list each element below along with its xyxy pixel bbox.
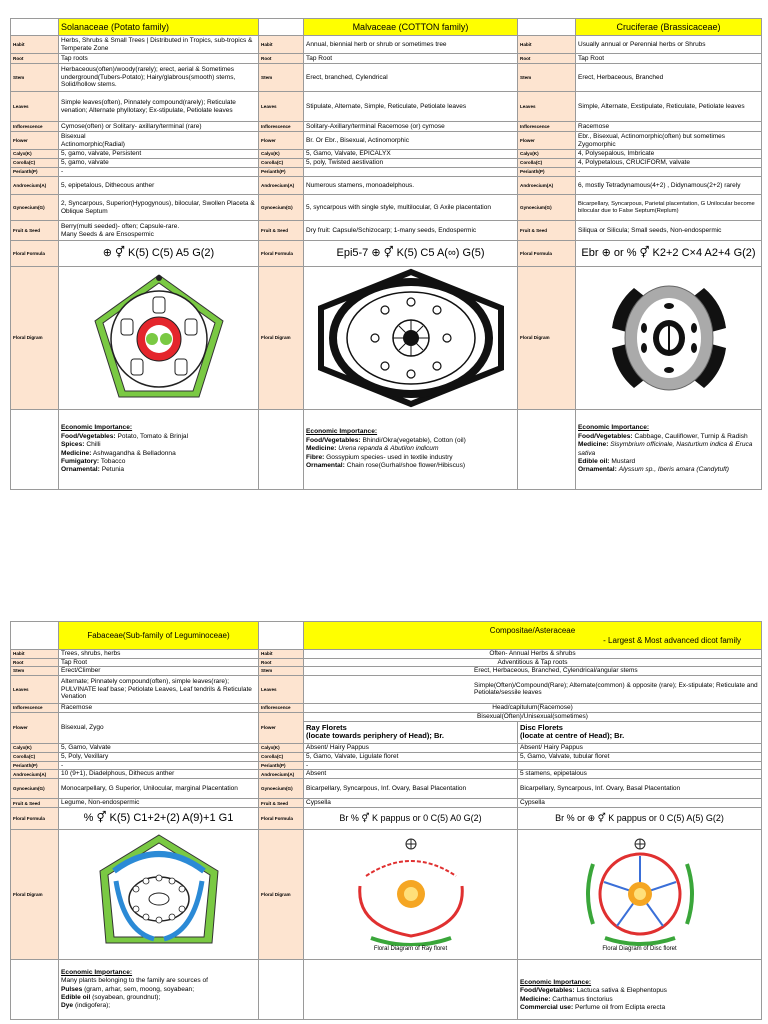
floral-diagram-cruciferae	[576, 267, 762, 410]
cell: Cymose(often) or Solitary- axillary/terminal (rare)	[59, 122, 259, 132]
cell: Cypsella	[304, 799, 518, 808]
row-label: Floral Formula	[259, 808, 304, 830]
cell: 5, Gamo, Valvate, EPICALYX	[304, 150, 518, 159]
row-label: Androecium(A)	[11, 770, 59, 779]
row-label: Habit	[11, 650, 59, 659]
ray-florets-header: Ray Florets (locate towards periphery of Head); Br.	[304, 721, 518, 743]
cell: 5, gamo, valvate, Persistent	[59, 150, 259, 159]
cell: Berry(multi seeded)- often; Capsule-rare. Many Seeds & are Ensospermic	[59, 221, 259, 241]
cell: Absent/ Hairy Pappus	[304, 743, 518, 752]
cell: 5, poly, Twisted aestivation	[304, 159, 518, 168]
row-label: Leaves	[259, 675, 304, 703]
row-label: Fruit & Seed	[259, 799, 304, 808]
row-label: Corolla(C)	[11, 752, 59, 761]
cell: Erect, branched, Cylendrical	[304, 64, 518, 92]
economic-importance-malvaceae: Economic Importance: Food/Vegetables: Bhindi/Okra(vegetable), Cotton (oil) Medicine: Urena repanda & Abutilon indicum Fibre: Gossypium species- used in textile industry Ornamental: Chain rose(Gurhal/shoe flower/Hibiscus)	[304, 410, 518, 490]
row-label: Perianth(P)	[518, 168, 576, 177]
floral-diagram-malvaceae	[304, 267, 518, 410]
cell: 5, Poly, Vexillary	[59, 752, 259, 761]
cell: 6, mostly Tetradynamous(4+2) , Didynamous(2+2) rarely	[576, 177, 762, 195]
diagram-caption: Floral Diagram of Disc floret	[602, 946, 677, 953]
econ-heading: Economic Importance:	[306, 428, 378, 436]
row-label: Stem	[259, 64, 304, 92]
cell: Simple(Often)/Compound(Rare); Alternate(common) & opposite (rare); Ex-stipulate; Reticulate and Petiolate/sessile leaves	[304, 675, 762, 703]
floral-diagram-fabaceae	[59, 830, 259, 960]
row-label: Root	[11, 658, 59, 667]
row-label: Root	[518, 54, 576, 64]
row-label: Corolla(C)	[259, 752, 304, 761]
cell: Tap Root	[304, 54, 518, 64]
floral-formula: Br % ⚥ K pappus or 0 C(5) A0 G(2)	[304, 808, 518, 830]
row-label: Androecium(A)	[11, 177, 59, 195]
cell: Erect, Herbaceous, Branched, Cylendrical/angular stems	[304, 667, 762, 676]
row-label: Gynoecium(G)	[11, 779, 59, 799]
family-title-compositae: Compositae/Asteraceae - Largest & Most advanced dicot family	[304, 622, 762, 650]
cell: Bisexual(Often)/Unisexual(sometimes)	[304, 712, 762, 721]
row-label: Flower	[259, 712, 304, 743]
cell: Trees, shrubs, herbs	[59, 650, 259, 659]
cell: Br. Or Ebr., Bisexual, Actinomorphic	[304, 132, 518, 150]
row-label: Habit	[259, 36, 304, 54]
row-label: Fruit & Seed	[518, 221, 576, 241]
row-label: Perianth(P)	[259, 168, 304, 177]
cell: Head/capitulum(Racemose)	[304, 703, 762, 712]
row-label: Gynoecium(G)	[259, 195, 304, 221]
economic-importance-cruciferae: Economic Importance: Food/Vegetables: Cabbage, Cauliflower, Turnip & Radish Medicine: Sisymbrium officinale, Nasturtium indica & Eruca sativa Edible oil: Mustard Ornamental: Alyssum sp., Iberis amara (Candytuft)	[576, 410, 762, 490]
row-label: Flower	[11, 132, 59, 150]
cell: Annual, biennial herb or shrub or sometimes tree	[304, 36, 518, 54]
row-label: Leaves	[518, 92, 576, 122]
row-label: Root	[11, 54, 59, 64]
cell	[518, 761, 762, 770]
floral-formula: Br % or ⊕ ⚥ K pappus or 0 C(5) A(5) G(2)	[518, 808, 762, 830]
row-label: Leaves	[11, 675, 59, 703]
cell: 5, gamo, valvate	[59, 159, 259, 168]
cell: Siliqua or Silicula; Small seeds, Non-endospermic	[576, 221, 762, 241]
cell: 4, Polypetalous, CRUCIFORM, valvate	[576, 159, 762, 168]
cell: Bicarpellary, Syncarpous, Inf. Ovary, Basal Placentation	[304, 779, 518, 799]
row-label: Gynoecium(G)	[518, 195, 576, 221]
row-label: Floral Digram	[11, 830, 59, 960]
cell: 5, Gamo, Valvate, tubular floret	[518, 752, 762, 761]
econ-heading: Economic Importance:	[61, 968, 133, 976]
row-label: Floral Digram	[11, 267, 59, 410]
floral-formula: ⊕ ⚥ K(5) C(5) A5 G(2)	[59, 241, 259, 267]
row-label: Inflorescence	[518, 122, 576, 132]
cell: Tap roots	[59, 54, 259, 64]
econ-heading: Economic Importance:	[520, 978, 592, 986]
row-label: Calyx(K)	[11, 743, 59, 752]
row-label: Stem	[518, 64, 576, 92]
cell: Bisexual, Zygo	[59, 712, 259, 743]
family-title-fabaceae: Fabaceae(Sub-family of Leguminoceae)	[59, 622, 259, 650]
econ-heading: Economic Importance:	[578, 424, 650, 432]
floral-formula: Ebr ⊕ or % ⚥ K2+2 C×4 A2+4 G(2)	[576, 241, 762, 267]
floral-formula: Epi5-7 ⊕ ⚥ K(5) C5 A(∞) G(5)	[304, 241, 518, 267]
row-label: Calyx(K)	[11, 150, 59, 159]
cell: 5, Gamo, Valvate	[59, 743, 259, 752]
cell: -	[59, 761, 259, 770]
row-label: Root	[259, 658, 304, 667]
row-label: Corolla(C)	[11, 159, 59, 168]
cell: 4, Polysepalous, Imbricate	[576, 150, 762, 159]
family-table-2	[10, 621, 762, 1020]
cell: Erect, Herbaceous, Branched	[576, 64, 762, 92]
cell: -	[576, 168, 762, 177]
row-label: Perianth(P)	[11, 761, 59, 770]
diagram-caption: Floral Diagram of Ray floret	[373, 946, 448, 953]
cell: Adventitious & Tap roots	[304, 658, 762, 667]
cell: Herbaceous(often)/woody(rarely); erect, aerial & Sometimes underground(Tubers-Potato); Hairy/glabrous(smooth) stems, Solid/hollow stems.	[59, 64, 259, 92]
cell: Bicarpellary, Syncarpous, Inf. Ovary, Basal Placentation	[518, 779, 762, 799]
economic-importance-compositae: Economic Importance: Food/Vegetables: Lactuca sativa & Elephentopus Medicine: Carthamus tinctorius Commercial use: Perfume oil from Ecliptа erecta	[518, 960, 762, 1020]
family-title-cruciferae: Cruciferae (Brassicaceae)	[576, 19, 762, 36]
row-label: Floral Digram	[259, 830, 304, 960]
row-label: Floral Formula	[259, 241, 304, 267]
cell: -	[59, 168, 259, 177]
row-label: Habit	[259, 650, 304, 659]
cell: Alternate; Pinnately compound(often), simple leaves(rare); PULVINATE leaf base; Petiolate Leaves, Leaf tendrils & Reticulate Venation	[59, 675, 259, 703]
cell: 5, epipetalous, Dithecous anther	[59, 177, 259, 195]
row-label: Inflorescence	[259, 703, 304, 712]
row-label: Androecium(A)	[259, 770, 304, 779]
cell: Simple, Alternate, Exstipulate, Reticulate, Petiolate leaves	[576, 92, 762, 122]
row-label: Inflorescence	[11, 122, 59, 132]
row-label: Flower	[11, 712, 59, 743]
floral-diagram-ray-floret	[304, 830, 518, 960]
floral-diagram-disc-floret	[518, 830, 762, 960]
row-label: Floral Formula	[11, 808, 59, 830]
cell: Cypsella	[518, 799, 762, 808]
disc-florets-header: Disc Florets (locate at centre of Head); Br.	[518, 721, 762, 743]
row-label: Androecium(A)	[259, 177, 304, 195]
cell: -	[304, 761, 518, 770]
cell: Absent/ Hairy Pappus	[518, 743, 762, 752]
row-label: Flower	[259, 132, 304, 150]
row-label: Stem	[11, 667, 59, 676]
cell: 10 (9+1), Diadelphous, Dithecus anther	[59, 770, 259, 779]
row-label: Leaves	[259, 92, 304, 122]
cell: Monocarpellary, G Superior, Unilocular, marginal Placentation	[59, 779, 259, 799]
cell: Often- Annual Herbs & shrubs	[304, 650, 762, 659]
cell: 2, Syncarpous, Superior(Hypogynous), bilocular, Swollen Placeta & Oblique Septum	[59, 195, 259, 221]
row-label: Corolla(C)	[518, 159, 576, 168]
row-label: Floral Digram	[518, 267, 576, 410]
row-label: Inflorescence	[11, 703, 59, 712]
row-label: Floral Formula	[518, 241, 576, 267]
row-label: Calyx(K)	[259, 743, 304, 752]
cell: Legume, Non-endospermic	[59, 799, 259, 808]
row-label: Root	[259, 54, 304, 64]
economic-importance-fabaceae: Economic Importance: Many plants belonging to the family are sources of Pulses (gram, arhar, sem, moong, soyabean; Edible oil (soyabean, groundnut); Dye (indigofera);	[59, 960, 259, 1020]
row-label: Androecium(A)	[518, 177, 576, 195]
cell: Dry fruit: Capsule/Schizocarp; 1-many seeds, Endospermic	[304, 221, 518, 241]
floral-diagram-solanaceae	[59, 267, 259, 410]
floral-formula: % ⚥ K(5) C1+2+(2) A(9)+1 G1	[59, 808, 259, 830]
cell: 5, syncarpous with single style, multilocular, G Axile placentation	[304, 195, 518, 221]
cell: Racemose	[59, 703, 259, 712]
row-label: Calyx(K)	[259, 150, 304, 159]
cell: Racemose	[576, 122, 762, 132]
row-label: Habit	[518, 36, 576, 54]
cell	[304, 168, 518, 177]
row-label: Corolla(C)	[259, 159, 304, 168]
row-label: Perianth(P)	[259, 761, 304, 770]
cell: Herbs, Shrubs & Small Trees | Distributed in Tropics, sub-tropics & Temperate Zone	[59, 36, 259, 54]
row-label: Fruit & Seed	[259, 221, 304, 241]
row-label: Leaves	[11, 92, 59, 122]
family-table-1	[10, 18, 762, 490]
family-title-malvaceae: Malvaceae (COTTON family)	[304, 19, 518, 36]
cell: Stipulate, Alternate, Simple, Reticulate, Petiolate leaves	[304, 92, 518, 122]
family-title-solanaceae: Solanaceae (Potato family)	[59, 19, 259, 36]
row-label: Gynoecium(G)	[11, 195, 59, 221]
economic-importance-solanaceae: Economic Importance: Food/Vegetables: Potato, Tomato & Brinjal Spices: Chilli Medicine: Ashwagandha & Belladonna Fumigatory: Tobacco Ornamental: Petunia	[59, 410, 259, 490]
row-label: Calyx(K)	[518, 150, 576, 159]
row-label: Floral Digram	[259, 267, 304, 410]
row-label: Floral Formula	[11, 241, 59, 267]
row-label: Flower	[518, 132, 576, 150]
cell: Ebr., Bisexual, Actinomorphic(often) but sometimes Zygomorphic	[576, 132, 762, 150]
econ-heading: Economic Importance:	[61, 424, 133, 432]
cell: Bicarpellary, Syncarpous, Parietal placentation, G Unilocular become bilocular due to False Septum(Replum)	[576, 195, 762, 221]
cell: Bisexual Actinomorphic(Radial)	[59, 132, 259, 150]
cell: Erect/Climber	[59, 667, 259, 676]
row-label: Fruit & Seed	[11, 221, 59, 241]
row-label: Stem	[259, 667, 304, 676]
row-label: Fruit & Seed	[11, 799, 59, 808]
row-label: Gynoecium(G)	[259, 779, 304, 799]
row-label: Stem	[11, 64, 59, 92]
cell: 5, Gamo, Valvate, Ligulate floret	[304, 752, 518, 761]
row-label: Inflorescence	[259, 122, 304, 132]
cell: Simple leaves(often), Pinnately compound(rarely); Reticulate venation; Alternate phyllotaxy; Ex-stipulate, Petiolate leaves	[59, 92, 259, 122]
cell: Absent	[304, 770, 518, 779]
row-label: Habit	[11, 36, 59, 54]
family-subtitle: - Largest & Most advanced dicot family	[603, 635, 741, 645]
row-label: Perianth(P)	[11, 168, 59, 177]
cell: Usually annual or Perennial herbs or Shrubs	[576, 36, 762, 54]
cell: 5 stamens, epipetalous	[518, 770, 762, 779]
cell: Numerous stamens, monoadelphous.	[304, 177, 518, 195]
cell: Tap Root	[59, 658, 259, 667]
cell: Tap Root	[576, 54, 762, 64]
cell: Solitary-Axillary/terminal Racemose (or) cymose	[304, 122, 518, 132]
